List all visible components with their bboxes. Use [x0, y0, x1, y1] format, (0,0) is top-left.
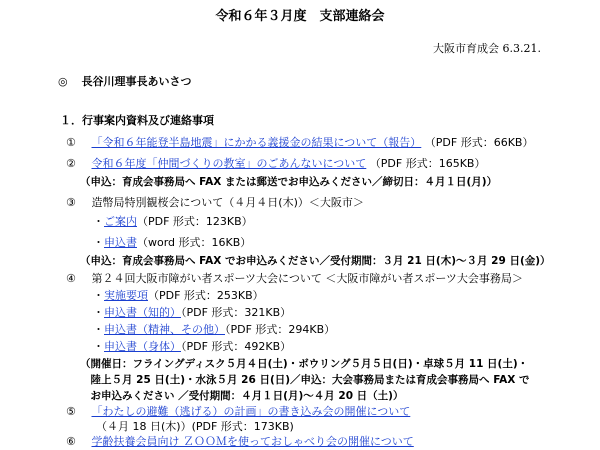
item-3-sub-1 [93, 215, 253, 229]
item-4-text: 第２４回大阪市障がい者スポーツ大会について ＜大阪市障がい者スポーツ大会事務局＞ [91, 272, 523, 285]
item-4-form-mental-link[interactable]: 申込書（精神、その他） [104, 323, 225, 336]
item-number: ③ [66, 196, 76, 209]
item-6 [66, 435, 414, 449]
greeting-text: 長谷川理事長あいさつ [81, 75, 192, 88]
item-number: ② [66, 157, 76, 170]
item-4-sub-3 [93, 323, 335, 337]
item-2-note: （申込：育成会事務局へ FAX または郵送でお申込みください／締切日：４月１日(月)） [80, 176, 498, 188]
bullet: ・ [93, 306, 104, 319]
item-3-form-link[interactable]: 申込書 [104, 236, 137, 249]
item-3-guide-link[interactable]: ご案内 [104, 215, 137, 228]
item-4-note-3: お申込みください ／受付期間：４月１日(月)〜４月 20 日（土)） [80, 390, 404, 402]
item-number: ④ [66, 272, 76, 285]
bullet: ・ [93, 289, 104, 302]
item-6-link[interactable]: 学齢扶養会員向け ＺＯＯＭを使っておしゃべり会の開催について [91, 435, 414, 448]
item-1-link[interactable]: 「令和６年能登半島地震」にかかる義援金の結果について（報告） [91, 136, 422, 149]
double-circle-icon: ◎ [58, 75, 68, 88]
section-heading: １．行事案内資料及び連絡事項 [60, 114, 214, 127]
item-4-form-intellectual-link[interactable]: 申込書（知的） [104, 306, 181, 319]
item-4-note-2: 陸上５月 25 日(土)・水泳５月 26 日(日)／申込：大会事務局または育成会事務局へ FAX で [80, 374, 530, 386]
item-3-text: 造幣局特別観桜会について（４月４日(木)）＜大阪市＞ [91, 196, 364, 209]
item-4-sub-2-filetype: （PDF 形式：321KB） [181, 306, 292, 319]
item-4 [66, 272, 523, 286]
item-4-sub-4 [93, 340, 291, 354]
item-1-filetype: （PDF 形式：66KB） [424, 136, 534, 149]
item-3-sub-1-filetype: （PDF 形式：123KB） [137, 215, 253, 228]
item-2-link[interactable]: 令和６年度「仲間づくりの教室」のごあんないについて [91, 157, 367, 170]
item-5-detail: （４月 18 日(木)）(PDF 形式：173KB) [96, 420, 294, 433]
item-3-note: （申込：育成会事務局へ FAX でお申込みください／受付期間：３月 21 日(木)〜３月 29 日(金)） [80, 255, 551, 267]
item-3-sub-2 [93, 236, 251, 250]
item-number: ⑤ [66, 405, 76, 418]
item-5-link[interactable]: 「わたしの避難（逃げる）の計画」の書き込み会の開催について [91, 405, 411, 418]
item-4-note-1: （開催日：フライングディスク５月４日(土)・ボウリング５月５日(日)・卓球５月 11 日(土)・ [80, 358, 529, 370]
bullet: ・ [93, 323, 104, 336]
item-4-sub-1 [93, 289, 264, 303]
item-4-sub-1-filetype: （PDF 形式：253KB） [148, 289, 264, 302]
item-number: ① [66, 136, 76, 149]
item-4-sub-3-filetype: （PDF 形式：294KB） [225, 323, 336, 336]
item-2-filetype: （PDF 形式：165KB） [369, 157, 486, 170]
item-4-sub-4-filetype: （PDF 形式：492KB） [181, 340, 292, 353]
org-date: 大阪市育成会 6.3.21. [433, 42, 541, 55]
bullet: ・ [93, 215, 104, 228]
bullet: ・ [93, 236, 104, 249]
item-4-form-physical-link[interactable]: 申込書（身体） [104, 340, 181, 353]
item-number: ⑥ [66, 435, 76, 448]
item-3-sub-2-filetype: （word 形式：16KB） [137, 236, 252, 249]
greeting-line [58, 75, 191, 89]
item-2 [66, 157, 485, 171]
bullet: ・ [93, 340, 104, 353]
item-1 [66, 136, 533, 150]
item-3 [66, 196, 364, 210]
item-4-sub-2 [93, 306, 291, 320]
item-5 [66, 405, 410, 419]
item-4-guidelines-link[interactable]: 実施要項 [104, 289, 148, 302]
page-title: 令和６年３月度 支部連絡会 [215, 9, 385, 24]
